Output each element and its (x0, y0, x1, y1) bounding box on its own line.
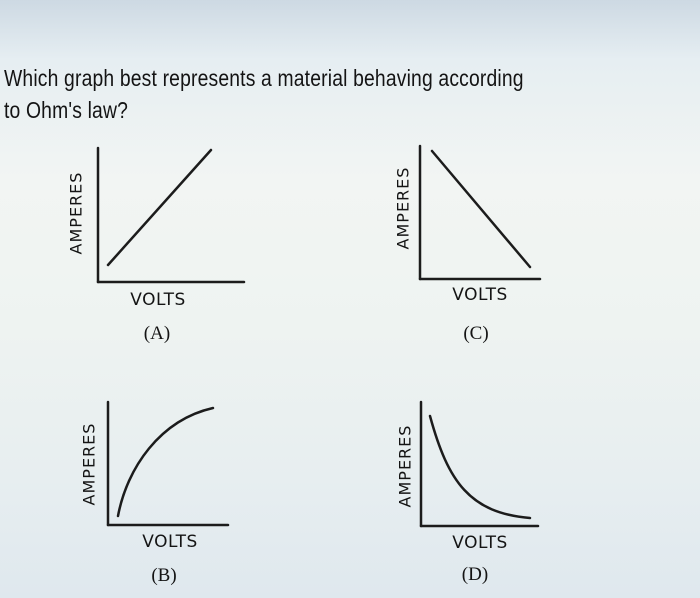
graph-c-xlabel: VOLTS (452, 285, 508, 305)
graph-c-tag: (C) (463, 323, 489, 344)
graph-b-curve (118, 408, 213, 516)
question-line-1: Which graph best represents a material behaving according (4, 65, 524, 91)
graph-a-xlabel: VOLTS (130, 290, 186, 310)
graph-d (421, 402, 538, 526)
graph-c-ylabel: AMPERES (393, 166, 413, 250)
graph-d-ylabel: AMPERES (395, 424, 415, 508)
graph-b (108, 402, 228, 525)
graph-a-ylabel: AMPERES (66, 171, 86, 255)
graph-d-tag: (D) (461, 564, 489, 585)
graph-d-curve (430, 416, 530, 518)
graph-b-xlabel: VOLTS (142, 532, 198, 552)
graph-d-xlabel: VOLTS (452, 533, 508, 553)
question-line-2: to Ohm's law? (4, 97, 128, 123)
graph-c-curve (432, 151, 530, 267)
graph-a-curve (108, 150, 211, 265)
graph-a (98, 148, 244, 282)
graph-c (420, 146, 540, 279)
graph-a-tag: (A) (143, 323, 171, 344)
graph-b-ylabel: AMPERES (79, 422, 99, 506)
graph-b-tag: (B) (151, 565, 177, 586)
